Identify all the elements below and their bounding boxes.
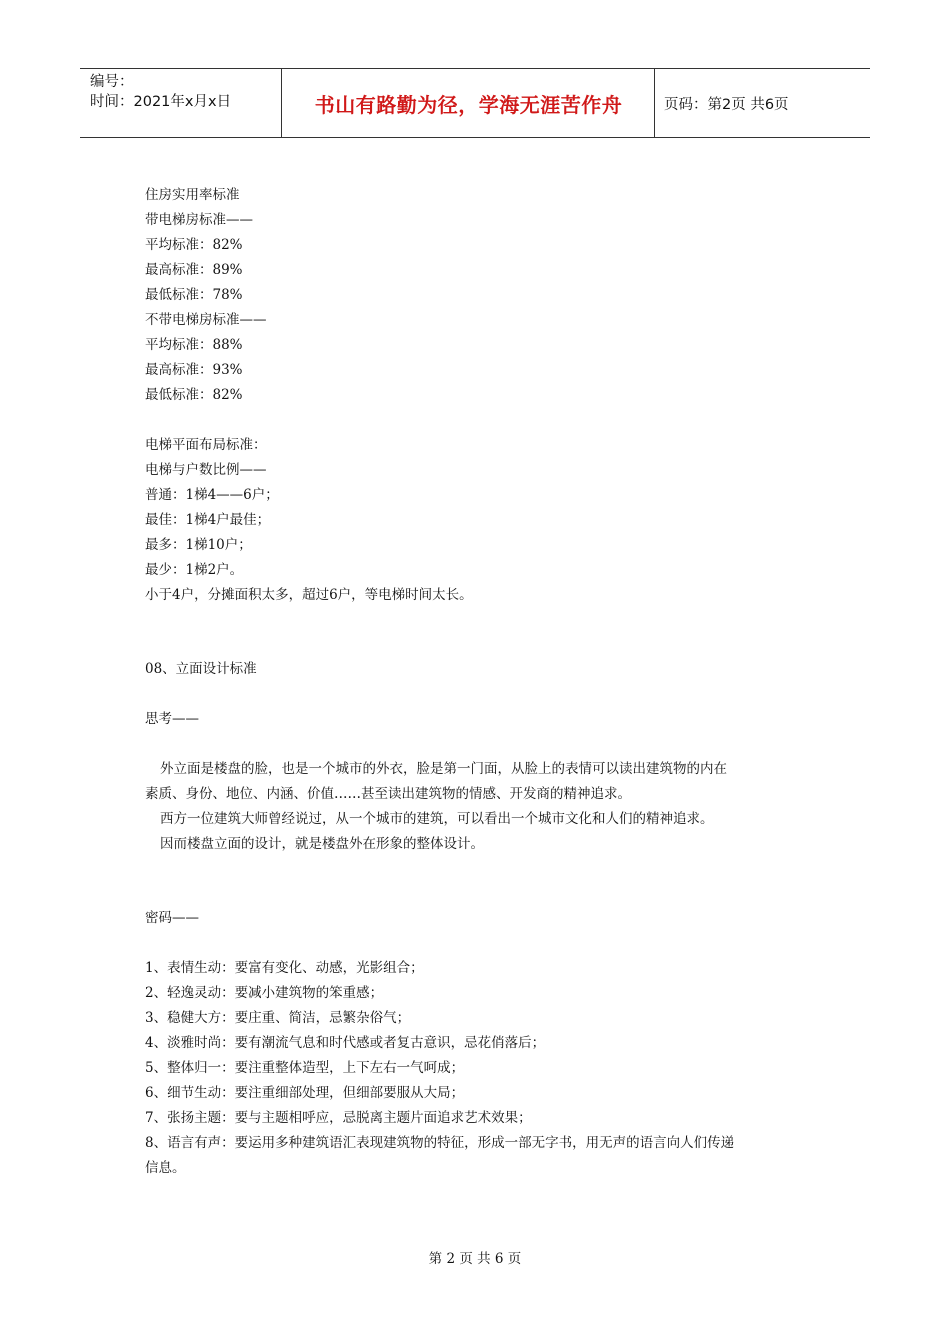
list-item: 7、张扬主题：要与主题相呼应，忌脱离主题片面追求艺术效果； bbox=[145, 1110, 532, 1126]
list-item: 2、轻逸灵动：要减小建筑物的笨重感； bbox=[145, 985, 384, 1001]
text-line: 平均标准：82% bbox=[145, 237, 243, 253]
list-item: 5、整体归一：要注重整体造型，上下左右一气呵成； bbox=[145, 1060, 465, 1076]
header-page-info: 页码：第2页 共6页 bbox=[664, 96, 789, 113]
list-item: 4、淡雅时尚：要有潮流气息和时代感或者复古意识，忌花俏落后； bbox=[145, 1035, 546, 1051]
text-line: 西方一位建筑大师曾经说过，从一个城市的建筑，可以看出一个城市文化和人们的精神追求。 bbox=[160, 811, 714, 827]
section-heading: 08、立面设计标准 bbox=[145, 661, 257, 677]
text-line: 素质、身份、地位、内涵、价值……甚至读出建筑物的情感、开发商的精神追求。 bbox=[145, 786, 631, 802]
text-line: 信息。 bbox=[145, 1160, 186, 1176]
text-line: 小于4户，分摊面积太多，超过6户，等电梯时间太长。 bbox=[145, 587, 473, 603]
text-line: 电梯平面布局标准： bbox=[145, 437, 267, 453]
list-item: 8、语言有声：要运用多种建筑语汇表现建筑物的特征，形成一部无字书，用无声的语言向人们传递 bbox=[145, 1135, 735, 1151]
text-line: 最高标准：89% bbox=[145, 262, 243, 278]
document-number-label: 编号： bbox=[90, 74, 134, 90]
text-line: 最多：1梯10户； bbox=[145, 537, 252, 553]
header-motto: 书山有路勤为径，学海无涯苦作舟 bbox=[314, 92, 623, 117]
list-item: 6、细节生动：要注重细部处理，但细部要服从大局； bbox=[145, 1085, 465, 1101]
document-header bbox=[80, 68, 870, 138]
text-line: 普通：1梯4——6户； bbox=[145, 487, 279, 503]
text-line: 外立面是楼盘的脸，也是一个城市的外衣，脸是第一门面，从脸上的表情可以读出建筑物的内在 bbox=[160, 761, 727, 777]
text-line: 最佳：1梯4户最佳； bbox=[145, 512, 271, 528]
document-date: 时间：2021年x月x日 bbox=[90, 94, 232, 110]
header-meta bbox=[90, 72, 231, 112]
text-line: 因而楼盘立面的设计，就是楼盘外在形象的整体设计。 bbox=[160, 836, 484, 852]
page-footer: 第 2 页 共 6 页 bbox=[428, 1251, 522, 1267]
text-line: 平均标准：88% bbox=[145, 337, 243, 353]
text-line: 最高标准：93% bbox=[145, 362, 243, 378]
list-item: 3、稳健大方：要庄重、简洁，忌繁杂俗气； bbox=[145, 1010, 411, 1026]
text-line: 不带电梯房标准—— bbox=[145, 312, 267, 328]
text-line: 住房实用率标准 bbox=[145, 187, 240, 203]
text-line: 带电梯房标准—— bbox=[145, 212, 253, 228]
text-line: 电梯与户数比例—— bbox=[145, 462, 267, 478]
text-line: 最少：1梯2户。 bbox=[145, 562, 244, 578]
text-line: 思考—— bbox=[145, 711, 199, 727]
text-line: 最低标准：78% bbox=[145, 287, 243, 303]
text-line: 最低标准：82% bbox=[145, 387, 243, 403]
list-item: 1、表情生动：要富有变化、动感，光影组合； bbox=[145, 960, 424, 976]
text-line: 密码—— bbox=[145, 910, 199, 926]
